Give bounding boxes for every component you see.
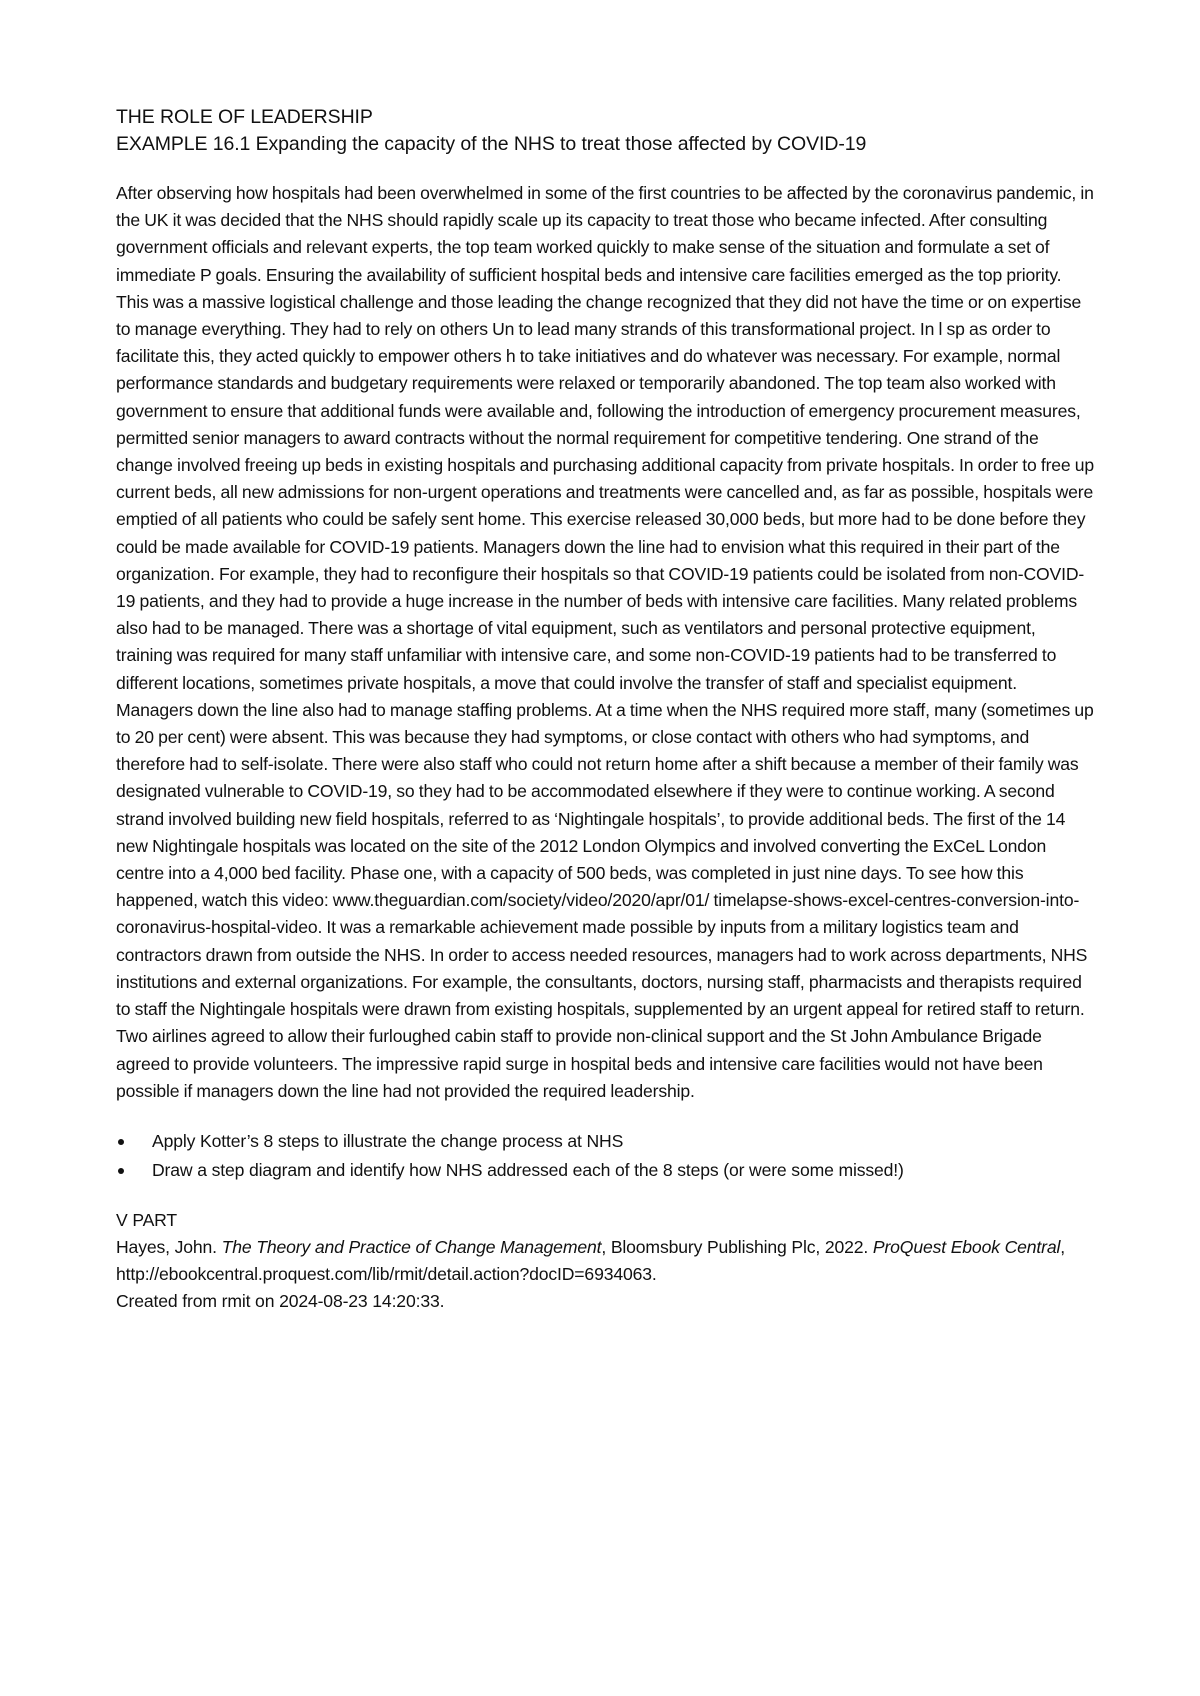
citation-url: , http://ebookcentral.proquest.com/lib/rmit/detail.action?docID=6934063. (116, 1236, 1066, 1284)
citation-reference (116, 1234, 1096, 1288)
task-item (116, 1127, 1096, 1156)
citation-platform: ProQuest Ebook Central (872, 1236, 1061, 1257)
citation-book-title: The Theory and Practice of Change Management (221, 1236, 602, 1257)
example-title: EXAMPLE 16.1 Expanding the capacity of the NHS to treat those affected by COVID-19 (116, 133, 867, 155)
citation-author: Hayes, John. (116, 1236, 222, 1257)
section-heading: THE ROLE OF LEADERSHIP (116, 106, 373, 128)
citation-block (116, 1207, 1096, 1315)
task-text: Apply Kotter’s 8 steps to illustrate the change process at NHS (152, 1130, 624, 1151)
bullet-icon (118, 1139, 124, 1145)
example-body-paragraph: After observing how hospitals had been overwhelmed in some of the first countries to be affected by the coronavirus pandemic, in the UK it was decided that the NHS should rapidly scale up its capacity to treat those who became infected. After consulting government officials and relevant experts, the top team worked quickly to make sense of the situation and formulate a set of immediate P goals. Ensuring the availability of sufficient hospital beds and intensive care facilities emerged as the top priority. This was a massive logistical challenge and those leading the change recognized that they did not have the time or on expertise to manage everything. They had to rely on others Un to lead many strands of this transformational project. In l sp as order to facilitate this, they acted quickly to empower others h to take initiatives and do whatever was necessary. For example, normal performance standards and budgetary requirements were relaxed or temporarily abandoned. The top team also worked with government to ensure that additional funds were available and, following the introduction of emergency procurement measures, permitted senior managers to award contracts without the normal requirement for competitive tendering. One strand of the change involved freeing up beds in existing hospitals and purchasing additional capacity from private hospitals. In order to free up current beds, all new admissions for non-urgent operations and treatments were cancelled and, as far as possible, hospitals were emptied of all patients who could be safely sent home. This exercise released 30,000 beds, but more had to be done before they could be made available for COVID-19 patients. Managers down the line had to envision what this required in their part of the organization. For example, they had to reconfigure their hospitals so that COVID-19 patients could be isolated from non-COVID-19 patients, and they had to provide a huge increase in the number of beds with intensive care facilities. Many related problems also had to be managed. There was a shortage of vital equipment, such as ventilators and personal protective equipment, training was required for many staff unfamiliar with intensive care, and some non-COVID-19 patients had to be transferred to different locations, sometimes private hospitals, a move that could involve the transfer of staff and specialist equipment. Managers down the line also had to manage staffing problems. At a time when the NHS required more staff, many (sometimes up to 20 per cent) were absent. This was because they had symptoms, or close contact with others who had symptoms, and therefore had to self-isolate. There were also staff who could not return home after a shift because a member of their family was designated vulnerable to COVID-19, so they had to be accommodated elsewhere if they were to continue working. A second strand involved building new field hospitals, referred to as ‘Nightingale hospitals’, to provide additional beds. The first of the 14 new Nightingale hospitals was located on the site of the 2012 London Olympics and involved converting the ExCeL London centre into a 4,000 bed facility. Phase one, with a capacity of 500 beds, was completed in just nine days. To see how this happened, watch this video: www.theguardian.com/society/video/2020/apr/01/ timelapse-shows-excel-centres-conversion-into-coronavirus-hospital-video. It was a remarkable achievement made possible by inputs from a military logistics team and contractors drawn from outside the NHS. In order to access needed resources, managers had to work across departments, NHS institutions and external organizations. For example, the consultants, doctors, nursing staff, pharmacists and therapists required to staff the Nightingale hospitals were drawn from existing hospitals, supplemented by an urgent appeal for retired staff to return. Two airlines agreed to allow their furloughed cabin staff to provide non-clinical support and the St John Ambulance Brigade agreed to provide volunteers. The impressive rapid surge in hospital beds and intensive care facilities would not have been possible if managers down the line had not provided the required leadership. (116, 183, 1095, 1101)
task-text: Draw a step diagram and identify how NHS addressed each of the 8 steps (or were some missed!) (152, 1159, 904, 1180)
citation-publisher: , Bloomsbury Publishing Plc, 2022. (601, 1236, 873, 1257)
citation-created: Created from rmit on 2024-08-23 14:20:33. (116, 1290, 445, 1311)
task-item (116, 1156, 1096, 1185)
part-label: V PART (116, 1209, 178, 1230)
task-list (116, 1127, 1096, 1185)
document-page (116, 104, 1096, 1315)
bullet-icon (118, 1168, 124, 1174)
